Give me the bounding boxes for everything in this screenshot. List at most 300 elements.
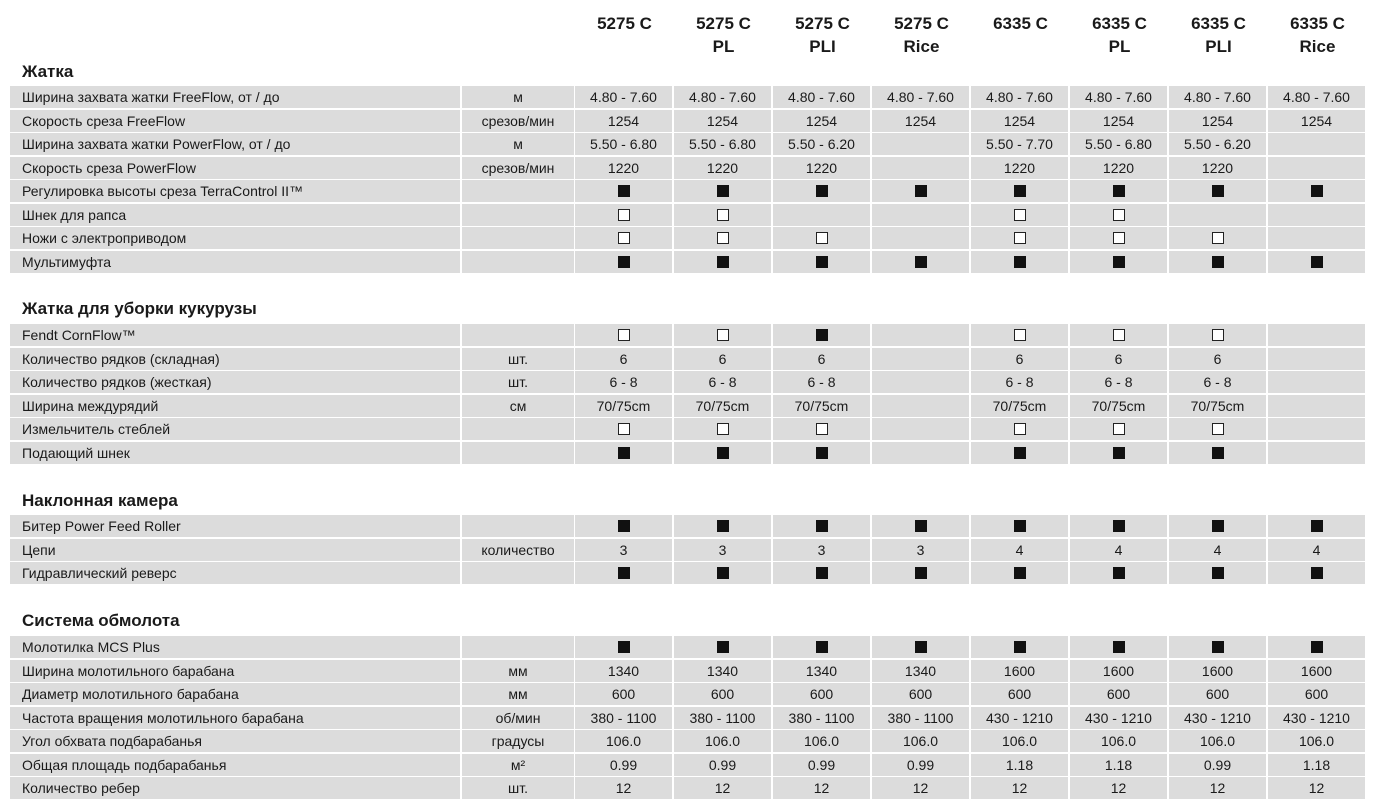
row-label: Диаметр молотильного барабана [10, 683, 460, 705]
filled-square-icon [1113, 567, 1125, 579]
empty-square-icon [1113, 329, 1125, 341]
empty-square-icon [816, 423, 828, 435]
value-cell: 70/75cm [971, 395, 1068, 417]
value-cell: 6 - 8 [1070, 371, 1167, 393]
standard-equipment-icon [1169, 636, 1266, 658]
value-cell: 1254 [773, 110, 870, 132]
optional-equipment-icon [971, 227, 1068, 249]
filled-square-icon [1014, 520, 1026, 532]
row-unit: срезов/мин [462, 157, 574, 179]
value-cell: 4.80 - 7.60 [773, 86, 870, 108]
row-label: Молотилка MCS Plus [10, 636, 460, 658]
table-row [10, 348, 1368, 372]
empty-square-icon [1014, 232, 1026, 244]
value-cell: 106.0 [674, 730, 771, 752]
empty-square-icon [717, 329, 729, 341]
value-cell [1268, 418, 1365, 440]
section-table [10, 636, 1368, 801]
optional-equipment-icon [674, 418, 771, 440]
value-cell: 4 [1169, 539, 1266, 561]
empty-square-icon [1014, 423, 1026, 435]
value-cell: 1220 [1070, 157, 1167, 179]
filled-square-icon [915, 641, 927, 653]
optional-equipment-icon [1169, 324, 1266, 346]
value-cell: 600 [872, 683, 969, 705]
standard-equipment-icon [575, 562, 672, 584]
filled-square-icon [1311, 641, 1323, 653]
table-row [10, 371, 1368, 395]
standard-equipment-icon [1070, 251, 1167, 273]
standard-equipment-icon [1070, 636, 1167, 658]
filled-square-icon [618, 520, 630, 532]
value-cell: 6 [1169, 348, 1266, 370]
value-cell: 1254 [1268, 110, 1365, 132]
standard-equipment-icon [1169, 515, 1266, 537]
row-unit: шт. [462, 348, 574, 370]
value-cell: 12 [674, 777, 771, 799]
value-cell: 5.50 - 6.80 [575, 133, 672, 155]
standard-equipment-icon [1268, 562, 1365, 584]
standard-equipment-icon [1169, 442, 1266, 464]
standard-equipment-icon [575, 251, 672, 273]
value-cell: 1254 [575, 110, 672, 132]
table-row [10, 180, 1368, 204]
row-label: Скорость среза PowerFlow [10, 157, 460, 179]
value-cell: 12 [872, 777, 969, 799]
standard-equipment-icon [1070, 442, 1167, 464]
empty-square-icon [618, 209, 630, 221]
value-cell: 106.0 [1169, 730, 1266, 752]
standard-equipment-icon [674, 180, 771, 202]
value-cell: 430 - 1210 [1070, 707, 1167, 729]
value-cell [872, 348, 969, 370]
value-cell: 380 - 1100 [773, 707, 870, 729]
row-unit [462, 562, 574, 584]
optional-equipment-icon [674, 227, 771, 249]
value-cell: 600 [674, 683, 771, 705]
row-label: Подающий шнек [10, 442, 460, 464]
table-row [10, 395, 1368, 419]
row-label: Общая площадь подбарабанья [10, 754, 460, 776]
table-row [10, 660, 1368, 684]
row-label: Шнек для рапса [10, 204, 460, 226]
value-cell [872, 204, 969, 226]
section-title: Наклонная камера [22, 491, 178, 510]
value-cell: 4.80 - 7.60 [1070, 86, 1167, 108]
row-unit: м² [462, 754, 574, 776]
standard-equipment-icon [674, 636, 771, 658]
filled-square-icon [915, 185, 927, 197]
row-unit: м [462, 133, 574, 155]
empty-square-icon [1212, 232, 1224, 244]
standard-equipment-icon [872, 180, 969, 202]
filled-square-icon [1212, 256, 1224, 268]
standard-equipment-icon [773, 324, 870, 346]
section-title: Жатка для уборки кукурузы [22, 299, 257, 318]
standard-equipment-icon [773, 442, 870, 464]
standard-equipment-icon [674, 251, 771, 273]
value-cell: 4.80 - 7.60 [674, 86, 771, 108]
row-label: Ширина междурядий [10, 395, 460, 417]
optional-equipment-icon [674, 324, 771, 346]
section-table [10, 515, 1368, 586]
row-unit [462, 204, 574, 226]
row-label: Регулировка высоты среза TerraControl II™ [10, 180, 460, 202]
value-cell: 1340 [674, 660, 771, 682]
standard-equipment-icon [773, 180, 870, 202]
standard-equipment-icon [773, 515, 870, 537]
value-cell: 106.0 [1268, 730, 1365, 752]
value-cell: 1.18 [1268, 754, 1365, 776]
row-unit [462, 515, 574, 537]
optional-equipment-icon [773, 227, 870, 249]
value-cell [1268, 157, 1365, 179]
value-cell: 6 - 8 [773, 371, 870, 393]
model-header [0, 12, 1379, 62]
optional-equipment-icon [1169, 227, 1266, 249]
value-cell: 5.50 - 6.20 [1169, 133, 1266, 155]
table-row [10, 133, 1368, 157]
empty-square-icon [618, 232, 630, 244]
filled-square-icon [1014, 641, 1026, 653]
filled-square-icon [1212, 567, 1224, 579]
value-cell: 430 - 1210 [1268, 707, 1365, 729]
filled-square-icon [717, 520, 729, 532]
standard-equipment-icon [1268, 180, 1365, 202]
value-cell: 12 [1169, 777, 1266, 799]
model-name: 6335 C [993, 14, 1048, 33]
value-cell: 1340 [773, 660, 870, 682]
filled-square-icon [717, 567, 729, 579]
section-title: Жатка [22, 62, 74, 81]
value-cell: 1254 [1070, 110, 1167, 132]
value-cell: 70/75cm [1169, 395, 1266, 417]
standard-equipment-icon [575, 442, 672, 464]
value-cell: 1600 [1070, 660, 1167, 682]
value-cell: 5.50 - 7.70 [971, 133, 1068, 155]
row-label: Скорость среза FreeFlow [10, 110, 460, 132]
value-cell: 6 - 8 [575, 371, 672, 393]
standard-equipment-icon [1070, 562, 1167, 584]
row-unit: м [462, 86, 574, 108]
standard-equipment-icon [1169, 180, 1266, 202]
value-cell: 1340 [872, 660, 969, 682]
filled-square-icon [816, 256, 828, 268]
empty-square-icon [1014, 329, 1026, 341]
value-cell: 70/75cm [773, 395, 870, 417]
standard-equipment-icon [971, 562, 1068, 584]
filled-square-icon [1113, 520, 1125, 532]
value-cell: 0.99 [1169, 754, 1266, 776]
filled-square-icon [1014, 567, 1026, 579]
value-cell: 12 [1070, 777, 1167, 799]
row-unit: см [462, 395, 574, 417]
value-cell [773, 204, 870, 226]
value-cell: 4.80 - 7.60 [872, 86, 969, 108]
value-cell: 1220 [971, 157, 1068, 179]
filled-square-icon [915, 256, 927, 268]
standard-equipment-icon [1268, 251, 1365, 273]
value-cell: 0.99 [575, 754, 672, 776]
value-cell: 600 [1070, 683, 1167, 705]
table-row [10, 515, 1368, 539]
value-cell: 0.99 [872, 754, 969, 776]
value-cell: 6 - 8 [971, 371, 1068, 393]
filled-square-icon [1311, 520, 1323, 532]
row-unit [462, 418, 574, 440]
filled-square-icon [717, 185, 729, 197]
value-cell [872, 157, 969, 179]
standard-equipment-icon [1169, 251, 1266, 273]
row-label: Частота вращения молотильного барабана [10, 707, 460, 729]
value-cell: 380 - 1100 [674, 707, 771, 729]
row-unit [462, 251, 574, 273]
row-unit: мм [462, 660, 574, 682]
filled-square-icon [816, 185, 828, 197]
value-cell [1268, 204, 1365, 226]
filled-square-icon [1311, 567, 1323, 579]
filled-square-icon [1311, 256, 1323, 268]
value-cell: 3 [872, 539, 969, 561]
value-cell [1268, 395, 1365, 417]
standard-equipment-icon [1268, 515, 1365, 537]
filled-square-icon [717, 256, 729, 268]
row-label: Ножи с электроприводом [10, 227, 460, 249]
value-cell: 12 [773, 777, 870, 799]
standard-equipment-icon [674, 515, 771, 537]
value-cell: 600 [773, 683, 870, 705]
standard-equipment-icon [1169, 562, 1266, 584]
filled-square-icon [816, 520, 828, 532]
filled-square-icon [915, 520, 927, 532]
value-cell: 6 [1070, 348, 1167, 370]
row-unit [462, 636, 574, 658]
standard-equipment-icon [872, 636, 969, 658]
standard-equipment-icon [1268, 636, 1365, 658]
row-label: Цепи [10, 539, 460, 561]
value-cell [872, 133, 969, 155]
optional-equipment-icon [674, 204, 771, 226]
value-cell: 106.0 [773, 730, 870, 752]
value-cell: 106.0 [575, 730, 672, 752]
value-cell: 1600 [1169, 660, 1266, 682]
section-title: Система обмолота [22, 611, 180, 630]
value-cell: 6 [773, 348, 870, 370]
optional-equipment-icon [773, 418, 870, 440]
value-cell: 1220 [773, 157, 870, 179]
optional-equipment-icon [1070, 204, 1167, 226]
section-table [10, 86, 1368, 274]
value-cell: 5.50 - 6.20 [773, 133, 870, 155]
model-name: 6335 C PL [1092, 14, 1147, 56]
filled-square-icon [717, 447, 729, 459]
value-cell: 12 [971, 777, 1068, 799]
filled-square-icon [1014, 447, 1026, 459]
value-cell: 4.80 - 7.60 [1268, 86, 1365, 108]
value-cell [1268, 227, 1365, 249]
optional-equipment-icon [1070, 418, 1167, 440]
standard-equipment-icon [773, 562, 870, 584]
value-cell: 106.0 [872, 730, 969, 752]
value-cell: 5.50 - 6.80 [674, 133, 771, 155]
filled-square-icon [1212, 520, 1224, 532]
model-name: 5275 C PLI [795, 14, 850, 56]
table-row [10, 754, 1368, 778]
value-cell: 3 [674, 539, 771, 561]
value-cell: 380 - 1100 [575, 707, 672, 729]
standard-equipment-icon [971, 251, 1068, 273]
table-row [10, 636, 1368, 660]
standard-equipment-icon [773, 636, 870, 658]
optional-equipment-icon [971, 418, 1068, 440]
empty-square-icon [1212, 423, 1224, 435]
filled-square-icon [1014, 185, 1026, 197]
row-label: Гидравлический реверс [10, 562, 460, 584]
value-cell: 1220 [1169, 157, 1266, 179]
value-cell [872, 395, 969, 417]
filled-square-icon [1212, 185, 1224, 197]
optional-equipment-icon [1070, 324, 1167, 346]
filled-square-icon [618, 185, 630, 197]
value-cell: 0.99 [674, 754, 771, 776]
optional-equipment-icon [1070, 227, 1167, 249]
table-row [10, 539, 1368, 563]
row-label: Fendt CornFlow™ [10, 324, 460, 346]
value-cell [1268, 133, 1365, 155]
model-name: 5275 C [597, 14, 652, 33]
value-cell: 6 - 8 [1169, 371, 1266, 393]
row-unit [462, 324, 574, 346]
row-unit: шт. [462, 371, 574, 393]
standard-equipment-icon [674, 442, 771, 464]
optional-equipment-icon [971, 324, 1068, 346]
table-row [10, 777, 1368, 801]
empty-square-icon [1113, 423, 1125, 435]
value-cell [872, 442, 969, 464]
table-row [10, 707, 1368, 731]
empty-square-icon [1113, 209, 1125, 221]
table-row [10, 418, 1368, 442]
standard-equipment-icon [872, 251, 969, 273]
filled-square-icon [1113, 256, 1125, 268]
row-unit [462, 227, 574, 249]
value-cell: 5.50 - 6.80 [1070, 133, 1167, 155]
value-cell: 12 [575, 777, 672, 799]
row-unit: количество [462, 539, 574, 561]
standard-equipment-icon [575, 180, 672, 202]
standard-equipment-icon [575, 515, 672, 537]
value-cell: 6 [575, 348, 672, 370]
empty-square-icon [1014, 209, 1026, 221]
row-label: Ширина захвата жатки PowerFlow, от / до [10, 133, 460, 155]
row-label: Количество рядков (складная) [10, 348, 460, 370]
value-cell: 70/75cm [1070, 395, 1167, 417]
value-cell [1268, 442, 1365, 464]
optional-equipment-icon [1169, 418, 1266, 440]
value-cell [1268, 348, 1365, 370]
value-cell: 600 [971, 683, 1068, 705]
standard-equipment-icon [971, 180, 1068, 202]
row-unit: срезов/мин [462, 110, 574, 132]
standard-equipment-icon [575, 636, 672, 658]
value-cell: 600 [575, 683, 672, 705]
row-label: Угол обхвата подбарабанья [10, 730, 460, 752]
value-cell: 4.80 - 7.60 [575, 86, 672, 108]
value-cell: 4 [1268, 539, 1365, 561]
value-cell: 106.0 [1070, 730, 1167, 752]
filled-square-icon [816, 447, 828, 459]
value-cell: 600 [1169, 683, 1266, 705]
row-unit: об/мин [462, 707, 574, 729]
empty-square-icon [717, 423, 729, 435]
value-cell: 1600 [971, 660, 1068, 682]
value-cell: 4 [1070, 539, 1167, 561]
value-cell: 1254 [971, 110, 1068, 132]
value-cell [872, 227, 969, 249]
row-label: Ширина захвата жатки FreeFlow, от / до [10, 86, 460, 108]
optional-equipment-icon [575, 204, 672, 226]
value-cell: 70/75cm [674, 395, 771, 417]
table-row [10, 442, 1368, 466]
value-cell: 6 [971, 348, 1068, 370]
model-name: 6335 C PLI [1191, 14, 1246, 56]
empty-square-icon [717, 232, 729, 244]
filled-square-icon [1113, 447, 1125, 459]
optional-equipment-icon [575, 227, 672, 249]
value-cell: 0.99 [773, 754, 870, 776]
value-cell: 6 [674, 348, 771, 370]
value-cell: 4.80 - 7.60 [971, 86, 1068, 108]
value-cell: 12 [1268, 777, 1365, 799]
value-cell: 1340 [575, 660, 672, 682]
table-row [10, 562, 1368, 586]
standard-equipment-icon [971, 442, 1068, 464]
value-cell: 600 [1268, 683, 1365, 705]
table-row [10, 204, 1368, 228]
empty-square-icon [1212, 329, 1224, 341]
standard-equipment-icon [674, 562, 771, 584]
empty-square-icon [816, 232, 828, 244]
filled-square-icon [618, 641, 630, 653]
row-label: Битер Power Feed Roller [10, 515, 460, 537]
value-cell: 1.18 [1070, 754, 1167, 776]
row-label: Количество ребер [10, 777, 460, 799]
table-row [10, 730, 1368, 754]
standard-equipment-icon [971, 515, 1068, 537]
value-cell: 430 - 1210 [1169, 707, 1266, 729]
row-unit: шт. [462, 777, 574, 799]
empty-square-icon [717, 209, 729, 221]
value-cell: 1600 [1268, 660, 1365, 682]
value-cell: 1220 [674, 157, 771, 179]
value-cell: 430 - 1210 [971, 707, 1068, 729]
table-row [10, 251, 1368, 275]
filled-square-icon [618, 256, 630, 268]
filled-square-icon [1113, 641, 1125, 653]
value-cell: 4 [971, 539, 1068, 561]
value-cell: 70/75cm [575, 395, 672, 417]
standard-equipment-icon [773, 251, 870, 273]
empty-square-icon [1113, 232, 1125, 244]
table-row [10, 86, 1368, 110]
value-cell: 3 [575, 539, 672, 561]
value-cell: 3 [773, 539, 870, 561]
value-cell [1268, 324, 1365, 346]
row-unit: мм [462, 683, 574, 705]
table-row [10, 227, 1368, 251]
value-cell: 1254 [872, 110, 969, 132]
filled-square-icon [1014, 256, 1026, 268]
